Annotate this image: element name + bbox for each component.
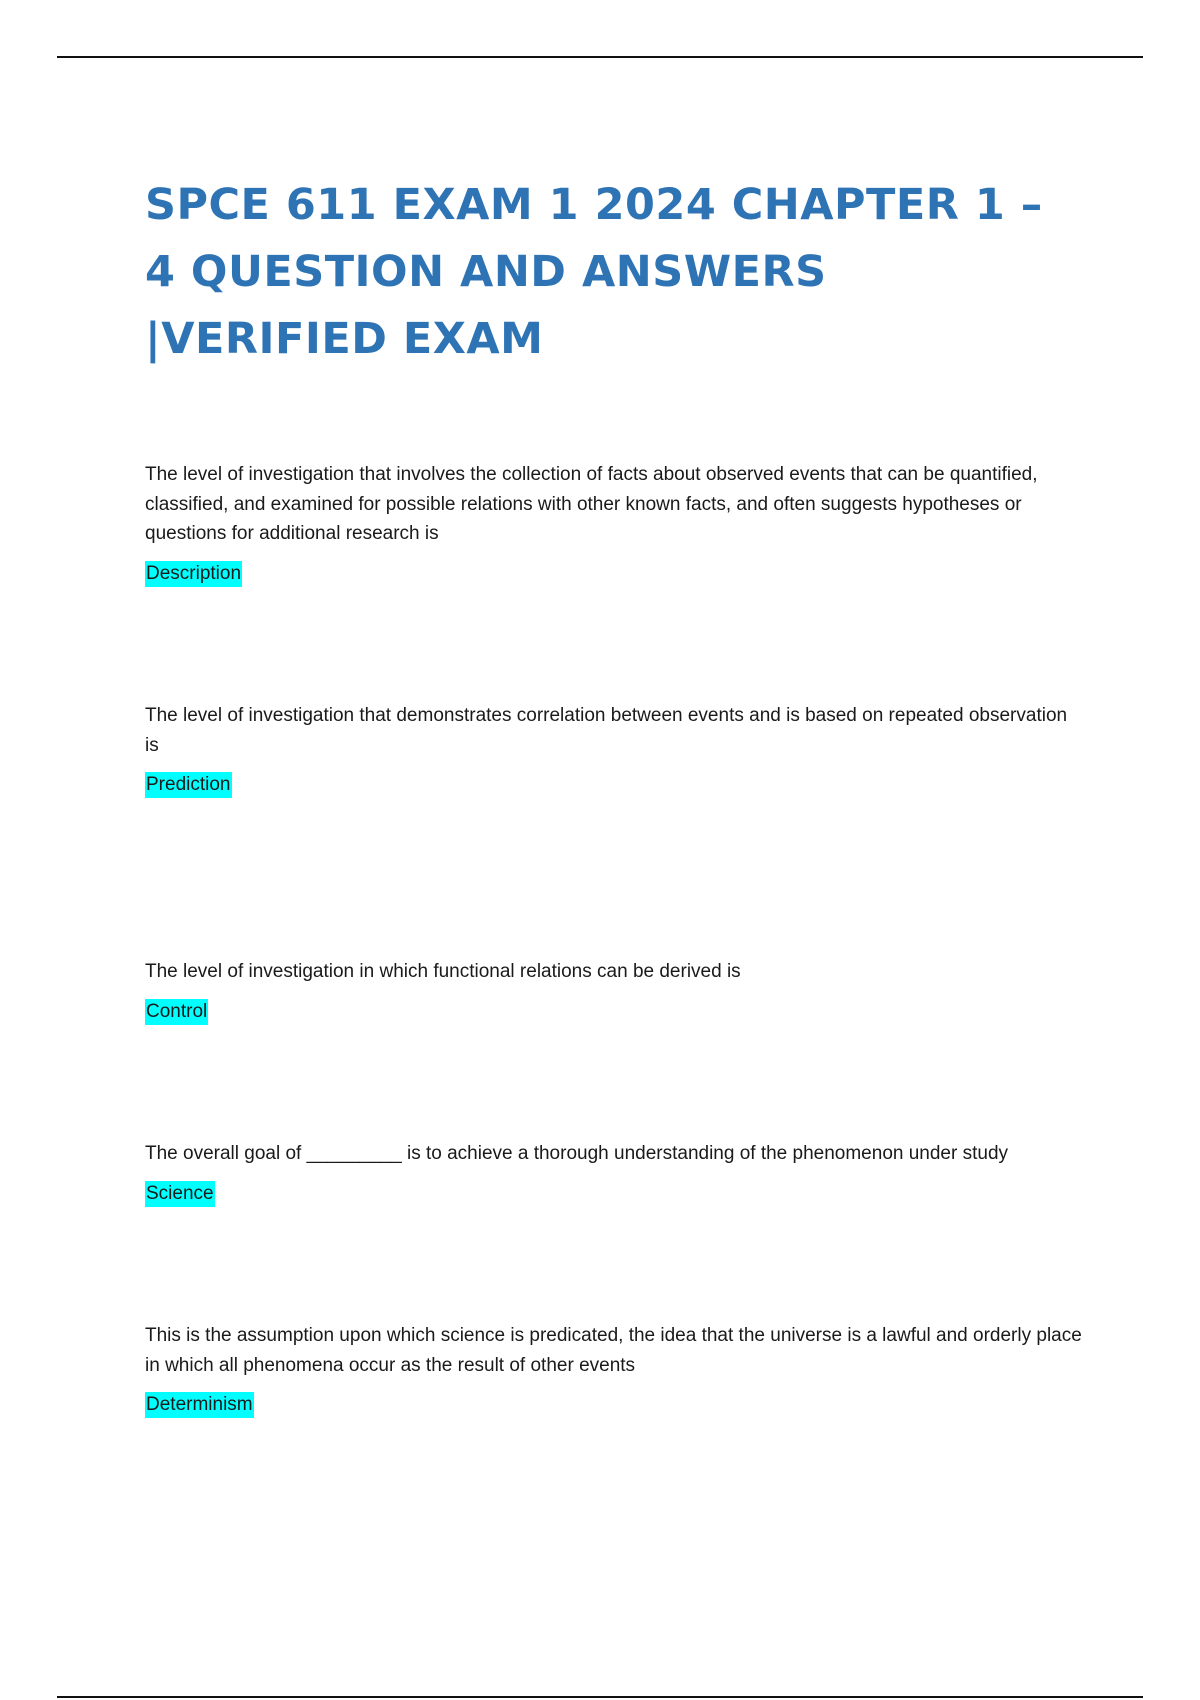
question-text: The overall goal of _________ is to achieve a thorough understanding of the phenomenon under study (145, 1143, 1009, 1164)
document-title (145, 172, 1075, 373)
answer-highlight: Control (145, 999, 208, 1025)
answer-highlight: Description (145, 561, 242, 587)
title-line: SPCE 611 EXAM 1 2024 CHAPTER 1 – (145, 180, 1043, 230)
bottom-rule (57, 1696, 1143, 1698)
qa-item (145, 701, 1085, 798)
qa-item (145, 1321, 1085, 1418)
question-text: This is the assumption upon which science is predicated, the idea that the universe is a lawful and orderly place in which all phenomena occur as the result of other events (145, 1325, 1082, 1376)
qa-item (145, 957, 1085, 1025)
question-text: The level of investigation that involves the collection of facts about observed events that can be quantified, classified, and examined for possible relations with other known facts, and often suggests hypotheses or questions for additional research is (145, 464, 1038, 544)
top-rule (57, 56, 1143, 58)
question-text: The level of investigation in which functional relations can be derived is (145, 961, 741, 982)
title-line: 4 QUESTION AND ANSWERS (145, 247, 827, 297)
title-line: |VERIFIED EXAM (145, 314, 544, 364)
qa-item (145, 1139, 1085, 1207)
answer-highlight: Determinism (145, 1392, 254, 1418)
answer-highlight: Prediction (145, 772, 232, 798)
answer-highlight: Science (145, 1181, 215, 1207)
question-text: The level of investigation that demonstrates correlation between events and is based on repeated observation is (145, 705, 1068, 756)
qa-item (145, 460, 1085, 587)
